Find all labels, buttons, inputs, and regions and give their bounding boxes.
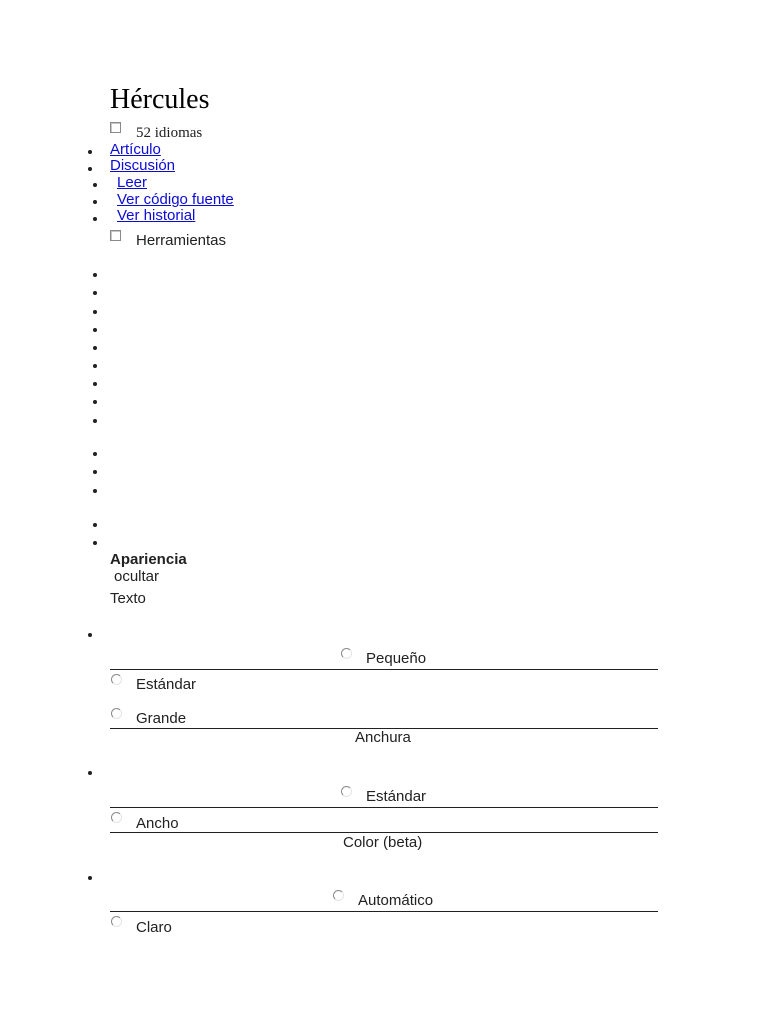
tab-view-source[interactable]: Ver código fuente [117,191,234,208]
hide-appearance-button[interactable]: ocultar [114,568,160,585]
tools-checkbox[interactable] [110,230,121,241]
list-bullet [93,400,97,404]
text-size-label: Texto [110,590,146,607]
text-size-large-label[interactable]: Grande [136,710,187,727]
list-bullet [93,523,97,527]
list-bullet [93,291,97,295]
list-bullet [88,167,92,171]
width-wide-label[interactable]: Ancho [136,815,179,832]
list-bullet [93,382,97,386]
list-bullet [93,541,97,545]
languages-label[interactable]: 52 idiomas [136,125,203,141]
list-bullet [88,633,92,637]
text-size-large-radio[interactable] [111,708,122,719]
width-standard-label[interactable]: Estándar [366,788,427,805]
color-light-radio[interactable] [111,916,122,927]
list-bullet [88,771,92,775]
width-label: Anchura [355,729,411,746]
list-bullet [93,419,97,423]
list-bullet [88,876,92,880]
page-title: Hércules [110,84,210,115]
list-bullet [93,217,97,221]
width-wide-radio[interactable] [111,812,122,823]
appearance-heading: Apariencia [110,551,187,568]
color-auto-radio[interactable] [333,890,344,901]
list-bullet [93,273,97,277]
list-bullet [93,200,97,204]
list-bullet [93,310,97,314]
list-bullet [93,328,97,332]
tab-view-history[interactable]: Ver historial [117,207,196,224]
divider [110,669,658,670]
tab-discussion[interactable]: Discusión [110,157,176,174]
divider [110,807,658,808]
tools-menu[interactable] [110,229,240,251]
divider [110,832,658,833]
text-size-small-radio[interactable] [341,648,352,659]
list-bullet [93,489,97,493]
text-size-standard-label[interactable]: Estándar [136,676,197,693]
list-bullet [93,470,97,474]
color-light-label[interactable]: Claro [136,919,172,936]
list-bullet [93,364,97,368]
list-bullet [93,346,97,350]
languages-checkbox[interactable] [110,122,121,133]
text-size-standard-radio[interactable] [111,674,122,685]
width-standard-radio[interactable] [341,786,352,797]
language-selector[interactable] [110,121,230,143]
list-bullet [88,150,92,154]
text-size-small-label[interactable]: Pequeño [366,650,427,667]
color-auto-label[interactable]: Automático [358,892,434,909]
list-bullet [93,452,97,456]
divider [110,911,658,912]
tab-article[interactable]: Artículo [110,141,161,158]
tab-read[interactable]: Leer [117,174,148,191]
list-bullet [93,183,97,187]
tools-label[interactable]: Herramientas [136,232,227,249]
color-label: Color (beta) [343,834,423,851]
